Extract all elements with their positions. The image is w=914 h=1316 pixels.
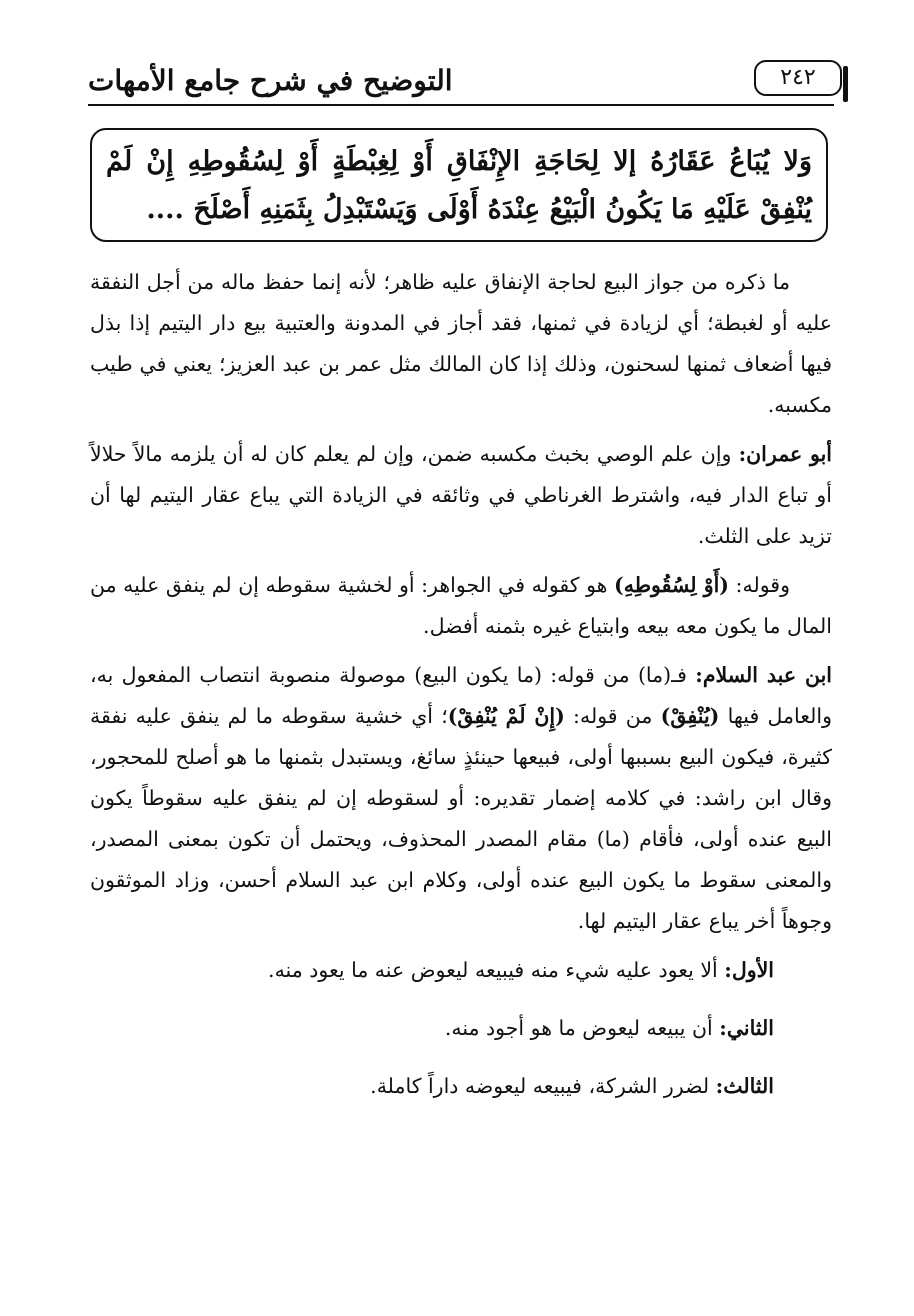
matn-quote: (أَوْ لِسُقُوطِهِ) xyxy=(614,573,730,597)
paragraph-text: هو كقوله في الجواهر: أو لخشية سقوطه إن لم ينفق عليه من المال ما يكون معه بيعه وابتياع غيره بثمنه أفضل. xyxy=(90,573,832,638)
matn-text-box: وَلا يُبَاعُ عَقَارُهُ إلا لِحَاجَةِ الإِنْفَاقِ أَوْ لِغِبْطَةٍ أَوْ لِسُقُوطِهِ إِنْ لَمْ يُنْفِقْ عَلَيْهِ مَا يَكُونُ الْبَيْعُ عِنْدَهُ أَوْلَى وَيَسْتَبْدِلُ بِثَمَنِهِ أَصْلَحَ .... xyxy=(90,128,828,242)
running-title: التوضيح في شرح جامع الأمهات xyxy=(88,64,453,97)
scholar-name: أبو عمران: xyxy=(738,442,833,466)
list-item-text: أن يبيعه ليعوض ما هو أجود منه. xyxy=(444,1016,720,1040)
paragraph-text: من قوله: xyxy=(564,704,661,728)
list-item xyxy=(90,1066,774,1107)
paragraph-text: وقوله: xyxy=(729,573,790,597)
paragraph-text: ؛ أي خشية سقوطه ما لم ينفق عليه نفقة كثيرة، فيكون البيع بسببها أولى، فبيعها حينئذٍ سائغ، ويستبدل بثمنها ما هو أصلح للمحجور، وقال ابن راشد: في كلامه إضمار تقديره: أو لسقوطه إن لم ينفق عليه سقوطاً يكون البيع عنده أولى، فأقام (ما) مقام المصدر المحذوف، ويحتمل أن تكون بمعنى المصدر، والمعنى سقوط ما يكون البيع عنده أولى، وكلام ابن عبد السلام أحسن، وزاد الموثقون وجوهاً أخر يباع عقار اليتيم لها. xyxy=(90,704,832,933)
list-item-label: الأول: xyxy=(724,958,774,982)
list-item-label: الثالث: xyxy=(715,1074,774,1098)
paragraph-text: فـ(ما) من قوله: (ما يكون البيع) موصولة منصوبة انتصاب المفعول به، والعامل فيها xyxy=(90,663,833,728)
list-item-label: الثاني: xyxy=(719,1016,774,1040)
list-item-text: ألا يعود عليه شيء منه فيبيعه ليعوض عنه ما يعود منه. xyxy=(268,958,725,982)
page-header xyxy=(88,58,842,104)
header-divider xyxy=(88,104,834,106)
matn-quote: (يُنْفِقْ) xyxy=(660,704,720,728)
paragraph-text: وإن علم الوصي بخبث مكسبه ضمن، وإن لم يعلم كان له أن يلزمه مالاً حلالاً أو تباع الدار فيه، واشترط الغرناطي في وثائقه في الزيادة التي يباع عقار اليتيم لها أن تزيد على الثلث. xyxy=(90,442,832,548)
paragraph-4 xyxy=(90,655,832,942)
list-item-text: لضرر الشركة، فيبيعه ليعوضه داراً كاملة. xyxy=(370,1074,716,1098)
paragraph-3 xyxy=(90,565,832,647)
reasons-list xyxy=(90,950,832,1107)
list-item xyxy=(90,950,774,991)
list-item xyxy=(90,1008,774,1049)
paragraph-1: ما ذكره من جواز البيع لحاجة الإنفاق عليه ظاهر؛ لأنه إنما حفظ ماله من أجل النفقة عليه أو لغبطة؛ أي لزيادة في ثمنها، فقد أجاز في المدونة والعتبية بيع دار اليتيم إذا بذل فيها أضعاف ثمنها لسحنون، وذلك إذا كان المالك مثل عمر بن عبد العزيز؛ يعني في طيب مكسبه. xyxy=(90,270,832,417)
page-number: ٢٤٢ xyxy=(754,60,842,96)
scholar-name: ابن عبد السلام: xyxy=(695,663,832,687)
matn-quote: (إِنْ لَمْ يُنْفِقْ) xyxy=(447,704,565,728)
paragraph-2 xyxy=(90,434,832,557)
commentary-body xyxy=(90,262,832,1124)
